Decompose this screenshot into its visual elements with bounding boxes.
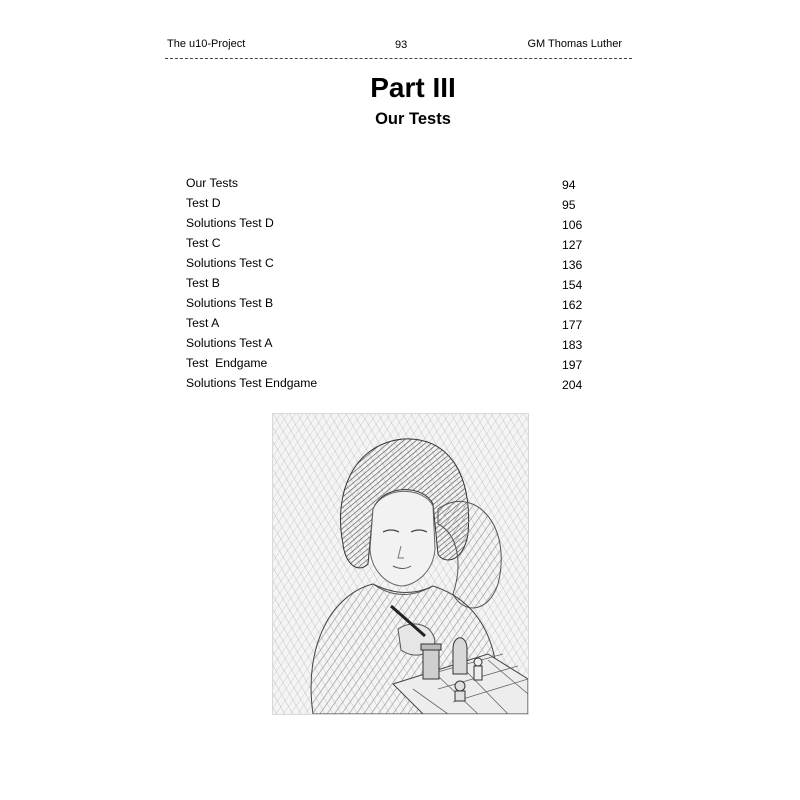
toc-label: Solutions Test D <box>186 216 274 230</box>
pencil-sketch-girl-playing-chess <box>272 413 529 715</box>
toc-row <box>186 235 586 255</box>
toc-label: Test C <box>186 236 221 250</box>
toc-row <box>186 255 586 275</box>
toc-row <box>186 175 586 195</box>
header-author: GM Thomas Luther <box>527 38 622 50</box>
toc-label: Our Tests <box>186 176 238 190</box>
toc-row <box>186 295 586 315</box>
toc-page: 162 <box>562 298 583 312</box>
toc-page: 94 <box>562 178 576 192</box>
toc-row <box>186 195 586 215</box>
toc-row <box>186 375 586 395</box>
toc-page: 204 <box>562 378 583 392</box>
toc-page: 136 <box>562 258 583 272</box>
toc-row <box>186 355 586 375</box>
toc-label: Test Endgame <box>186 356 268 370</box>
toc-page: 183 <box>562 338 583 352</box>
toc-page: 154 <box>562 278 583 292</box>
header-book-title: The u10-Project <box>167 38 246 50</box>
toc-page: 197 <box>562 358 583 372</box>
toc-label: Solutions Test Endgame <box>186 376 318 390</box>
toc-page: 95 <box>562 198 576 212</box>
toc-row <box>186 275 586 295</box>
toc-label: Solutions Test C <box>186 256 274 270</box>
header-page-number: 93 <box>395 39 408 51</box>
toc-label: Test A <box>186 316 220 330</box>
toc-label: Solutions Test A <box>186 336 273 350</box>
page-header <box>165 38 632 59</box>
toc-row <box>186 215 586 235</box>
sketch-drawing <box>273 414 528 714</box>
table-of-contents <box>186 175 586 395</box>
part-subtitle: Our Tests <box>375 110 451 128</box>
part-title: Part III <box>370 72 456 103</box>
toc-page: 127 <box>562 238 583 252</box>
toc-row <box>186 335 586 355</box>
toc-page: 177 <box>562 318 583 332</box>
toc-label: Test D <box>186 196 221 210</box>
toc-label: Solutions Test B <box>186 296 274 310</box>
toc-row <box>186 315 586 335</box>
toc-label: Test B <box>186 276 220 290</box>
toc-page: 106 <box>562 218 583 232</box>
